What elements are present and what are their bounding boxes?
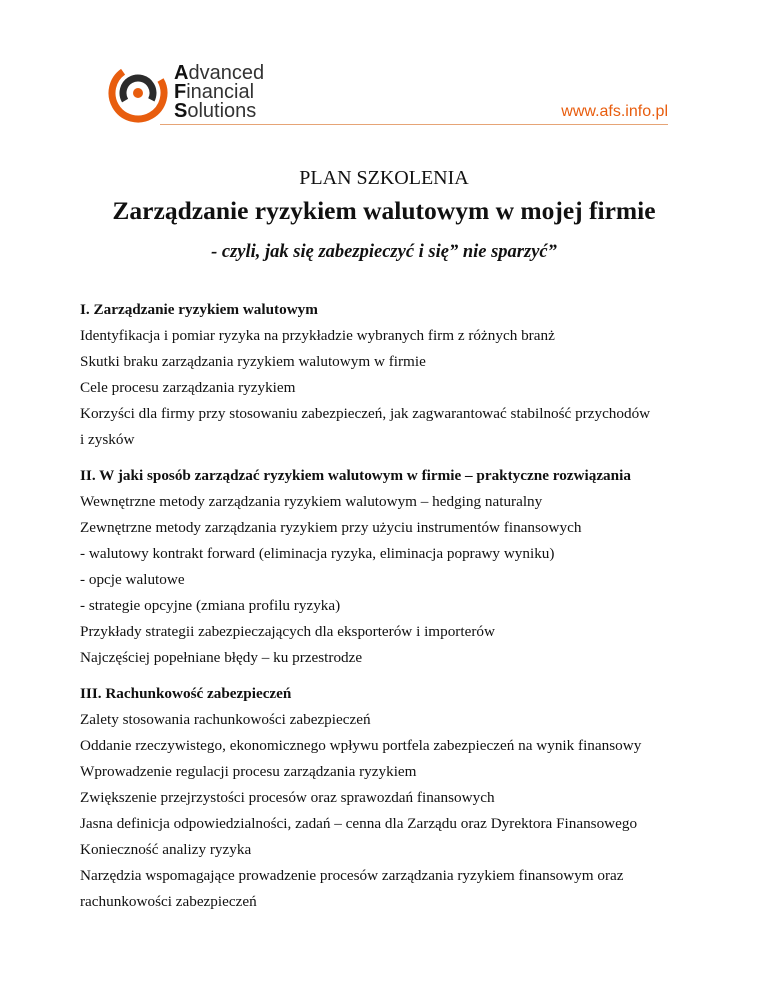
section-line: Zwiększenie przejrzystości procesów oraz sprawozdań finansowych	[80, 789, 495, 806]
section-line: Identyfikacja i pomiar ryzyka na przykładzie wybranych firm z różnych branż	[80, 327, 555, 344]
section-line: Zewnętrzne metody zarządzania ryzykiem przy użyciu instrumentów finansowych	[80, 519, 582, 536]
section-practical-solutions	[80, 463, 680, 671]
page-subtitle: - czyli, jak się zabezpieczyć i się” nie sparzyć”	[211, 242, 557, 262]
section-heading: I. Zarządzanie ryzykiem walutowym	[80, 301, 318, 318]
plan-label: PLAN SZKOLENIA	[299, 167, 469, 189]
section-line: - walutowy kontrakt forward (eliminacja ryzyka, eliminacja poprawy wyniku)	[80, 545, 555, 562]
section-line: Oddanie rzeczywistego, ekonomicznego wpływu portfela zabezpieczeń na wynik finansowy	[80, 737, 642, 754]
section-line: Zalety stosowania rachunkowości zabezpieczeń	[80, 711, 371, 728]
section-line: i zysków	[80, 431, 135, 448]
website-url: www.afs.info.pl	[561, 103, 668, 120]
section-line: Przykłady strategii zabezpieczających dla eksporterów i importerów	[80, 623, 495, 640]
section-line: Wprowadzenie regulacji procesu zarządzania ryzykiem	[80, 763, 417, 780]
afs-swirl-icon	[108, 62, 168, 124]
logo-line-3: Solutions	[174, 100, 257, 122]
section-line: Wewnętrzne metody zarządzania ryzykiem walutowym – hedging naturalny	[80, 493, 543, 510]
section-line: Korzyści dla firmy przy stosowaniu zabezpieczeń, jak zagwarantować stabilność przychodów	[80, 405, 651, 422]
section-line: - opcje walutowe	[80, 571, 185, 588]
section-line: Cele procesu zarządzania ryzykiem	[80, 379, 296, 396]
section-heading: III. Rachunkowość zabezpieczeń	[80, 685, 292, 702]
logo-wordmark	[174, 64, 264, 121]
section-hedge-accounting	[80, 681, 680, 915]
section-line: Najczęściej popełniane błędy – ku przestrodze	[80, 649, 363, 666]
logo-line-1: Advanced	[174, 62, 265, 84]
section-risk-management	[80, 297, 680, 453]
section-line: rachunkowości zabezpieczeń	[80, 893, 257, 910]
section-heading: II. W jaki sposób zarządzać ryzykiem walutowym w firmie – praktyczne rozwiązania	[80, 467, 631, 484]
section-line: Skutki braku zarządzania ryzykiem walutowym w firmie	[80, 353, 426, 370]
page-title: Zarządzanie ryzykiem walutowym w mojej firmie	[112, 196, 656, 225]
section-line: Konieczność analizy ryzyka	[80, 841, 252, 858]
section-line: Jasna definicja odpowiedzialności, zadań – cenna dla Zarządu oraz Dyrektora Finansowego	[80, 815, 638, 832]
header-divider	[160, 124, 668, 125]
company-logo	[108, 62, 298, 128]
logo-line-2: Financial	[174, 81, 255, 103]
section-line: Narzędzia wspomagające prowadzenie procesów zarządzania ryzykiem finansowym oraz	[80, 867, 624, 884]
section-line: - strategie opcyjne (zmiana profilu ryzyka)	[80, 597, 341, 614]
